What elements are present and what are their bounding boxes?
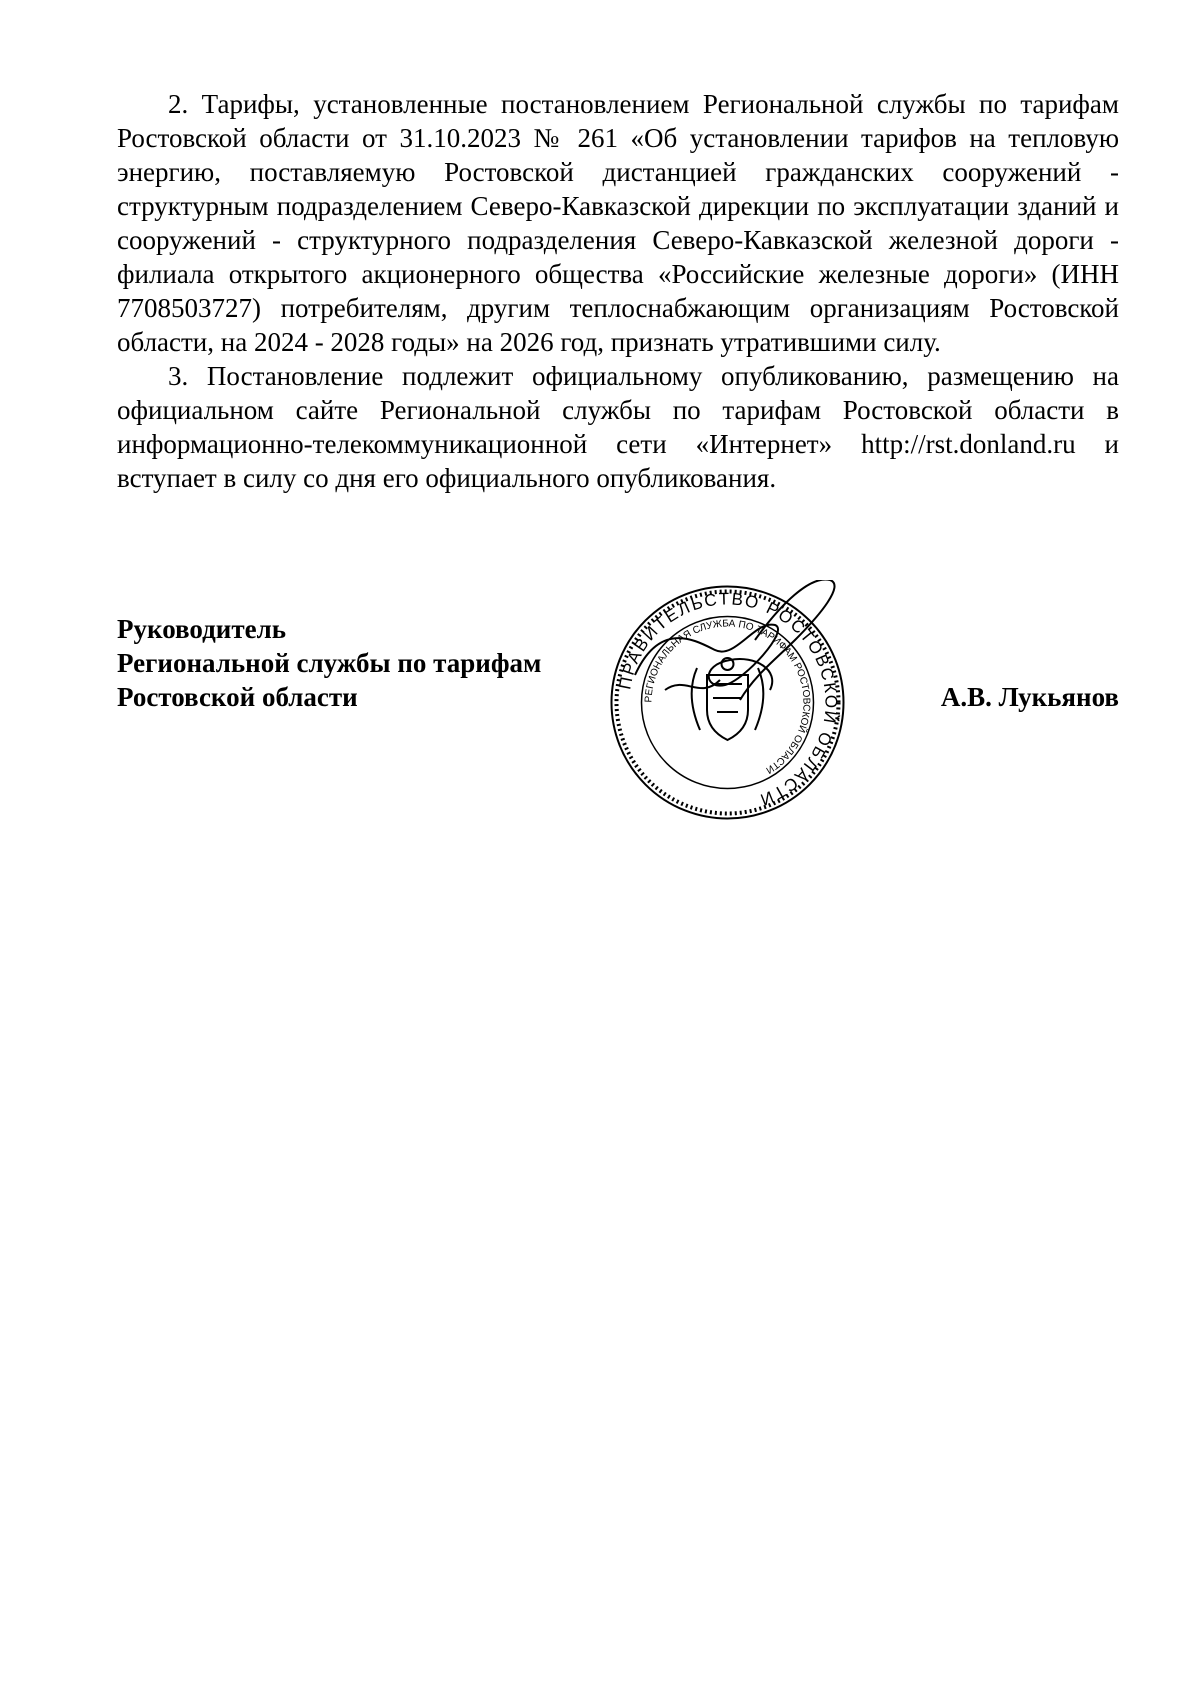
paragraph-2: 2. Тарифы, установленные постановлением Региональной службы по тарифам Ростовской области от 31.10.2023 № 261 «Об установлении тарифов на тепловую энергию, поставляемую Ростовской дистанцией гражданских сооружений - структурным подразделением Северо-Кавказской дирекции по эксплуатации зданий и сооружений - структурного подразделения Северо-Кавказской железной дороги - филиала открытого акционерного общества «Российские железные дороги» (ИНН 7708503727) потребителям, другим теплоснабжающим организациям Ростовской области, на 2024 - 2028 годы» на 2026 год, признать утратившими силу. — [117, 89, 1119, 357]
signatory-name: А.В. Лукьянов — [940, 682, 1119, 712]
signatory-position-line-3: Ростовской области — [117, 682, 358, 712]
document-body — [117, 87, 1119, 495]
paragraph-3: 3. Постановление подлежит официальному опубликованию, размещению на официальном сайте Региональной службы по тарифам Ростовской области в информационно-телекоммуникационной сети «Интернет» http://rst.donland.ru и вступает в силу со дня его официального опубликования. — [117, 361, 1119, 493]
seal-inner-text — [643, 618, 811, 775]
seal-inner-textpath: РЕГИОНАЛЬНАЯ СЛУЖБА ПО ТАРИФАМ РОСТОВСКОЙ ОБЛАСТИ — [643, 618, 812, 776]
official-seal — [605, 580, 850, 825]
seal-outer-textpath: ПРАВИТЕЛЬСТВО РОСТОВСКОЙ ОБЛАСТИ — [615, 589, 841, 810]
coat-of-arms-emblem — [692, 658, 764, 740]
signatory-position-line-2: Региональной службы по тарифам — [117, 648, 542, 678]
signatory-position-line-1: Руководитель — [117, 614, 287, 644]
